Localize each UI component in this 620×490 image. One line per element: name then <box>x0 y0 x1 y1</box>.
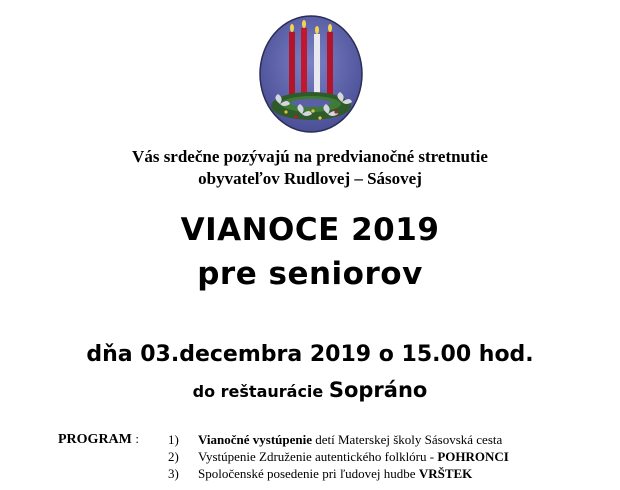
venue-name: Sopráno <box>328 378 428 402</box>
program-item-bold-end: VRŠTEK <box>418 466 473 481</box>
program-item-text: detí Materskej školy Sásovská cesta <box>312 432 503 447</box>
program-list <box>168 431 608 482</box>
invitation-line-2: obyvateľov Rudlovej – Sásovej <box>198 169 422 188</box>
event-date: dňa 03.decembra 2019 o 15.00 hod. <box>86 342 534 367</box>
advent-wreath-icon <box>258 14 364 134</box>
event-title: VIANOCE 2019 <box>180 212 440 248</box>
program-label-separator: : <box>135 431 140 446</box>
program-item-number: 3) <box>168 466 179 481</box>
program-item <box>168 465 608 482</box>
program-label <box>58 430 139 449</box>
program-label-text: PROGRAM <box>58 432 132 447</box>
program-item <box>168 431 608 448</box>
program-item-number: 2) <box>168 449 179 464</box>
program-item-bold: Vianočné vystúpenie <box>198 432 312 447</box>
program-item <box>168 448 608 465</box>
event-venue <box>0 376 620 406</box>
program-item-bold-end: POHRONCI <box>437 449 509 464</box>
program-item-text: Vystúpenie Združenie autentického folklóru - <box>198 449 438 464</box>
invitation-line-1: Vás srdečne pozývajú na predvianočné stretnutie <box>132 147 488 166</box>
event-subtitle: pre seniorov <box>197 256 423 292</box>
venue-prefix: do reštaurácie <box>192 382 329 401</box>
program-item-number: 1) <box>168 432 179 447</box>
program-item-text: Spoločenské posedenie pri ľudovej hudbe <box>198 466 419 481</box>
